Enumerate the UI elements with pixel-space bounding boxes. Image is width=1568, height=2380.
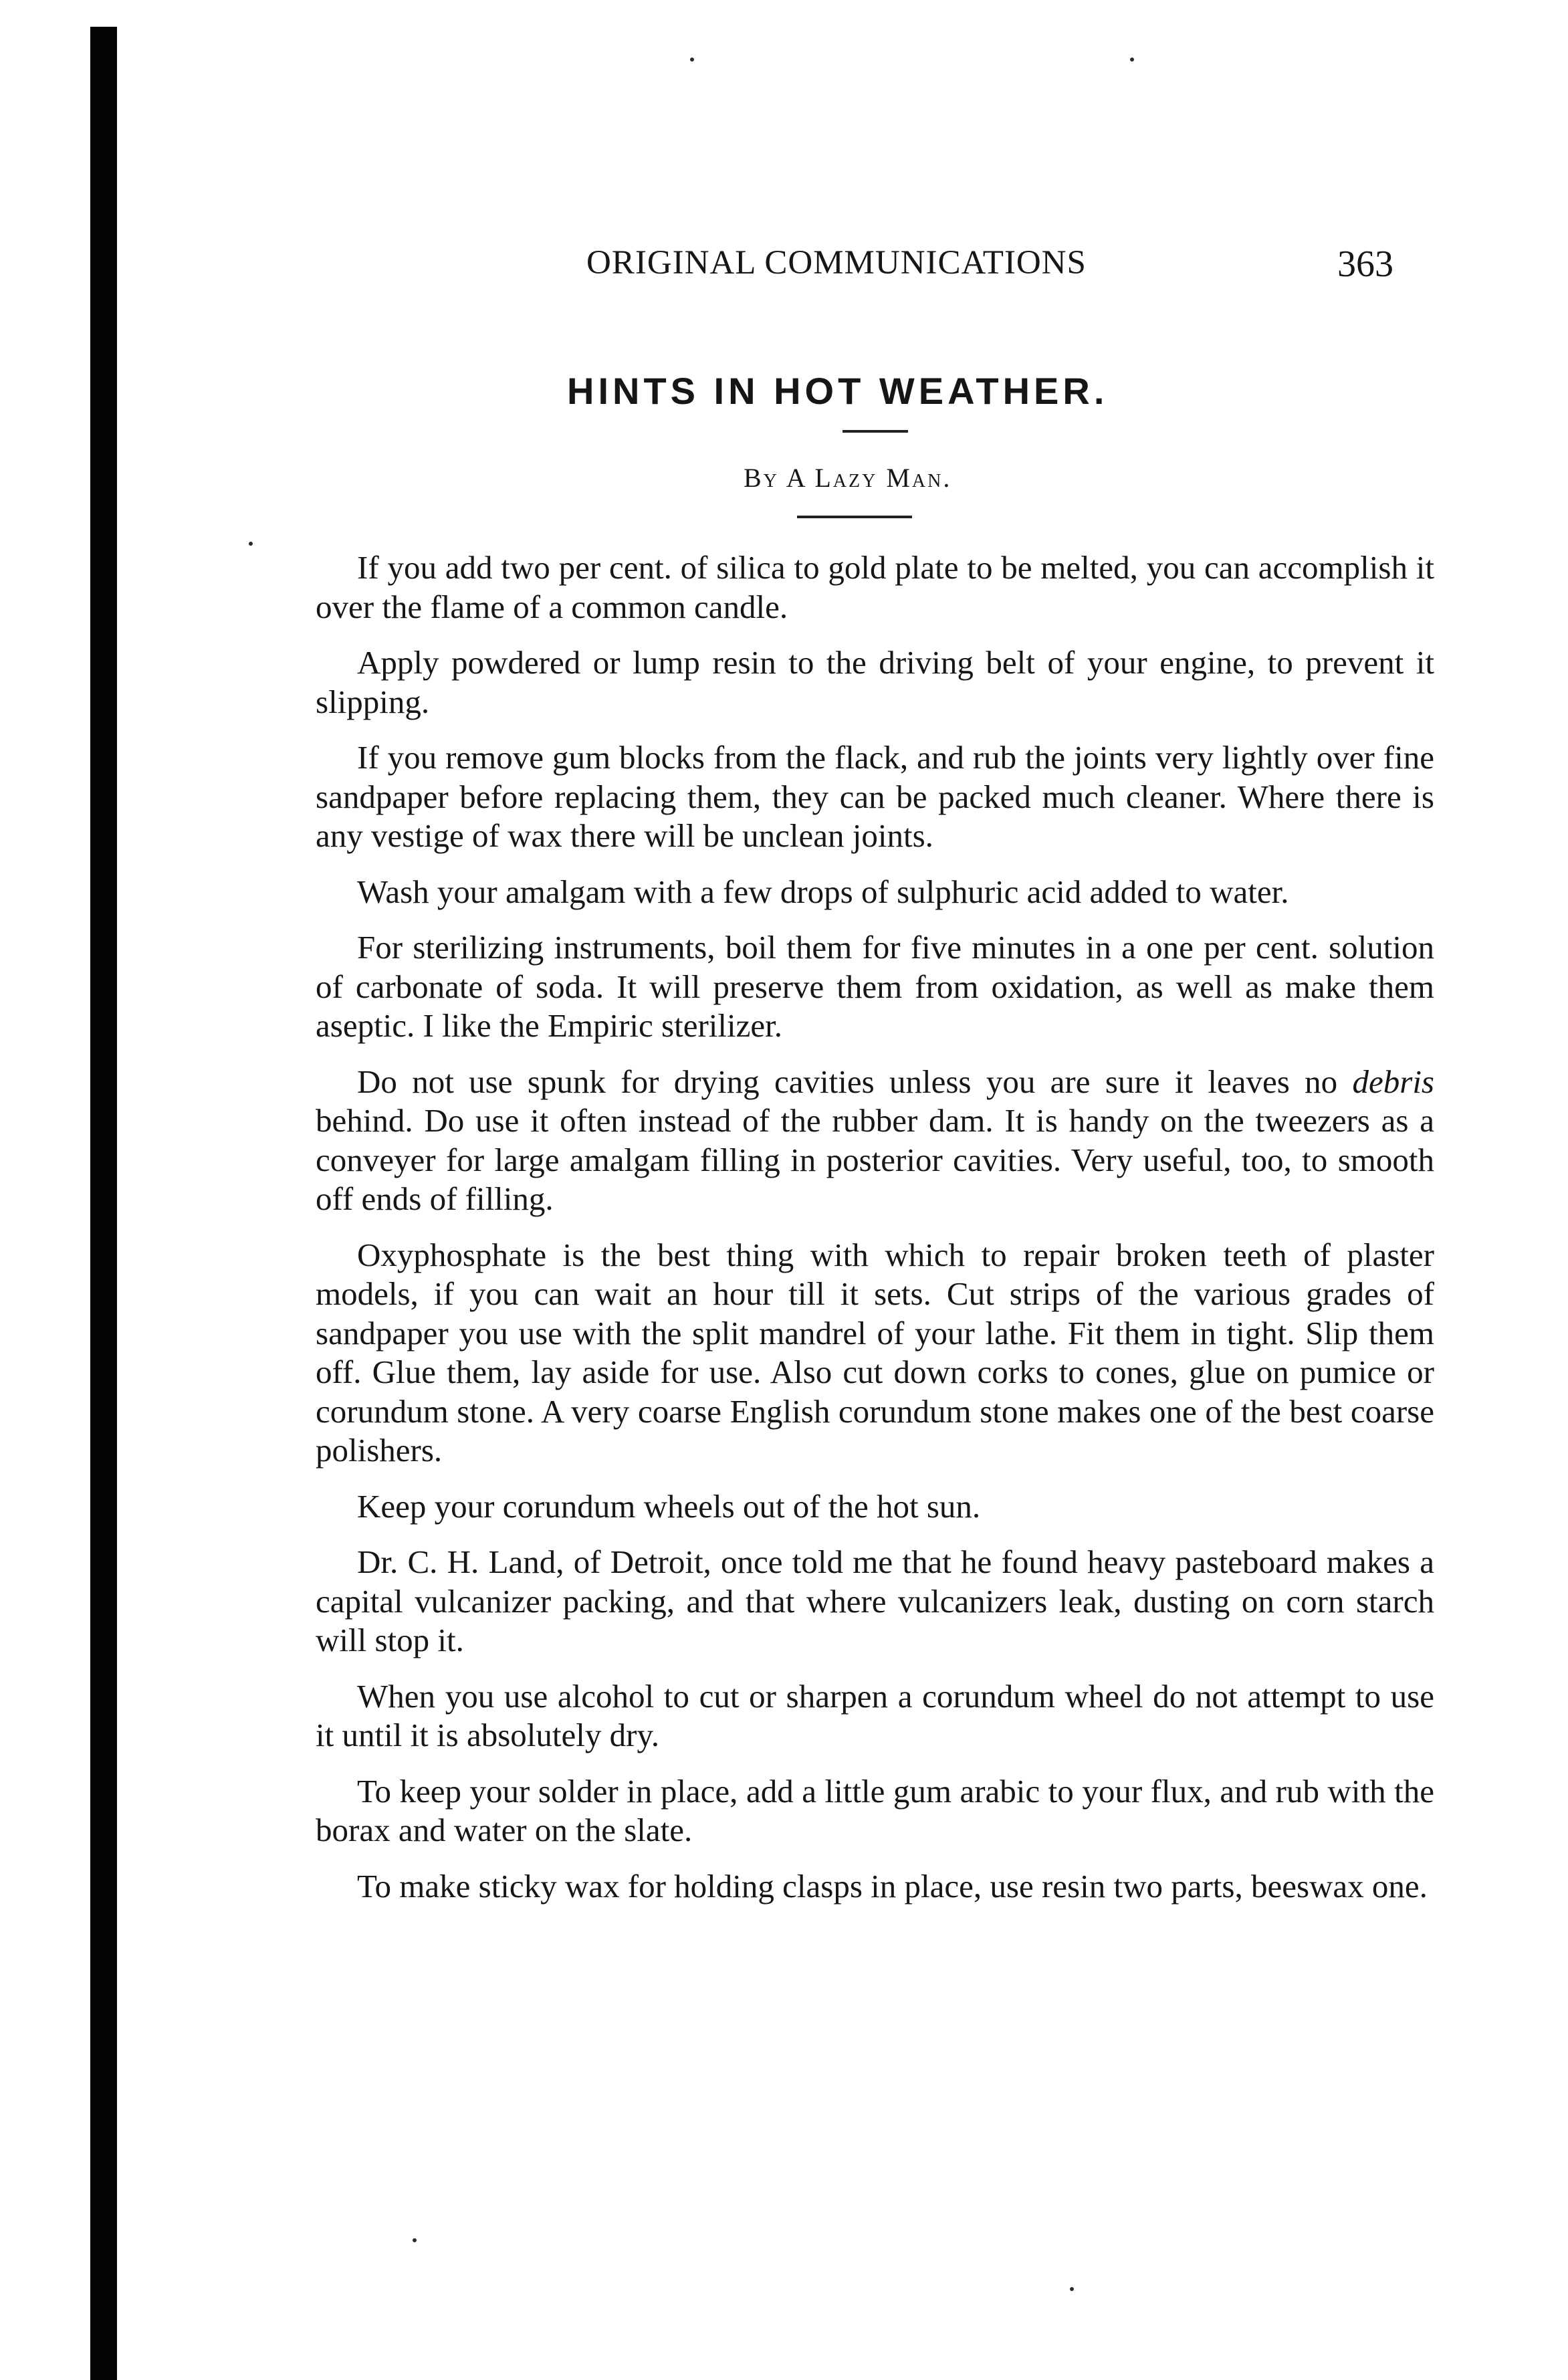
paragraph-solder: To keep your solder in place, add a little gum arabic to your flux, and rub with the borax and water on the slate. (316, 1772, 1434, 1848)
paragraph-corundum-wheels: Keep your corundum wheels out of the hot sun. (357, 1487, 981, 1525)
emphasis-debris: debris (1352, 1063, 1434, 1100)
print-speck (690, 58, 694, 62)
article-body (316, 548, 1434, 1923)
print-speck (1070, 2287, 1074, 2291)
print-speck (1130, 58, 1134, 62)
paragraph-gum-blocks: If you remove gum blocks from the flack, and rub the joints very lightly over fine sandpaper before replacing them, they can be packed much cleaner. Where there is any vestige of wax there will be unclean joints. (316, 739, 1434, 854)
running-head: ORIGINAL COMMUNICATIONS (586, 244, 1087, 282)
print-speck (413, 2238, 417, 2242)
paragraph-spunk-end: behind. Do use it often instead of the rubber dam. It is handy on the tweezers as a conveyer for large amalgam filling in posterior cavities. Very useful, too, to smooth off ends of filling. (316, 1102, 1434, 1217)
byline-rule (797, 516, 912, 518)
paragraph-silica: If you add two per cent. of silica to gold plate to be melted, you can accomplish it over the flame of a common candle. (316, 549, 1434, 625)
paragraph-amalgam: Wash your amalgam with a few drops of sulphuric acid added to water. (357, 873, 1289, 910)
paragraph-sterilizing: For sterilizing instruments, boil them for five minutes in a one per cent. solution of carbonate of soda. It will preserve them from oxidation, as well as make them aseptic. I like the Empiric sterilizer. (316, 929, 1434, 1044)
paragraph-vulcanizer: Dr. C. H. Land, of Detroit, once told me that he found heavy pasteboard makes a capital vulcanizer packing, and that where vulcanizers leak, dusting on corn starch will stop it. (316, 1543, 1434, 1658)
paragraph-sticky-wax: To make sticky wax for holding clasps in place, use resin two parts, beeswax one. (357, 1867, 1428, 1905)
paragraph-spunk-start: Do not use spunk for drying cavities unless you are sure it leaves no (357, 1063, 1353, 1100)
article-title: HINTS IN HOT WEATHER. (567, 370, 1109, 412)
print-speck (249, 542, 253, 546)
page-number: 363 (1337, 243, 1393, 285)
page-binding-edge (90, 27, 117, 2380)
paragraph-oxyphosphate: Oxyphosphate is the best thing with which to repair broken teeth of plaster models, if you can wait an hour till it sets. Cut strips of the various grades of sandpaper you use with the split mandrel of your lathe. Fit them in tight. Slip them off. Glue them, lay aside for use. Also cut down corks to cones, glue on pumice or corundum stone. A very coarse English corundum stone makes one of the best coarse polishers. (316, 1236, 1434, 1469)
title-rule (843, 430, 908, 433)
paragraph-spunk (316, 1063, 1434, 1219)
paragraph-resin-belt: Apply powdered or lump resin to the driving belt of your engine, to prevent it slipping. (316, 644, 1434, 720)
paragraph-alcohol: When you use alcohol to cut or sharpen a corundum wheel do not attempt to use it until it is absolutely dry. (316, 1677, 1434, 1753)
byline: By A Lazy Man. (744, 463, 952, 493)
